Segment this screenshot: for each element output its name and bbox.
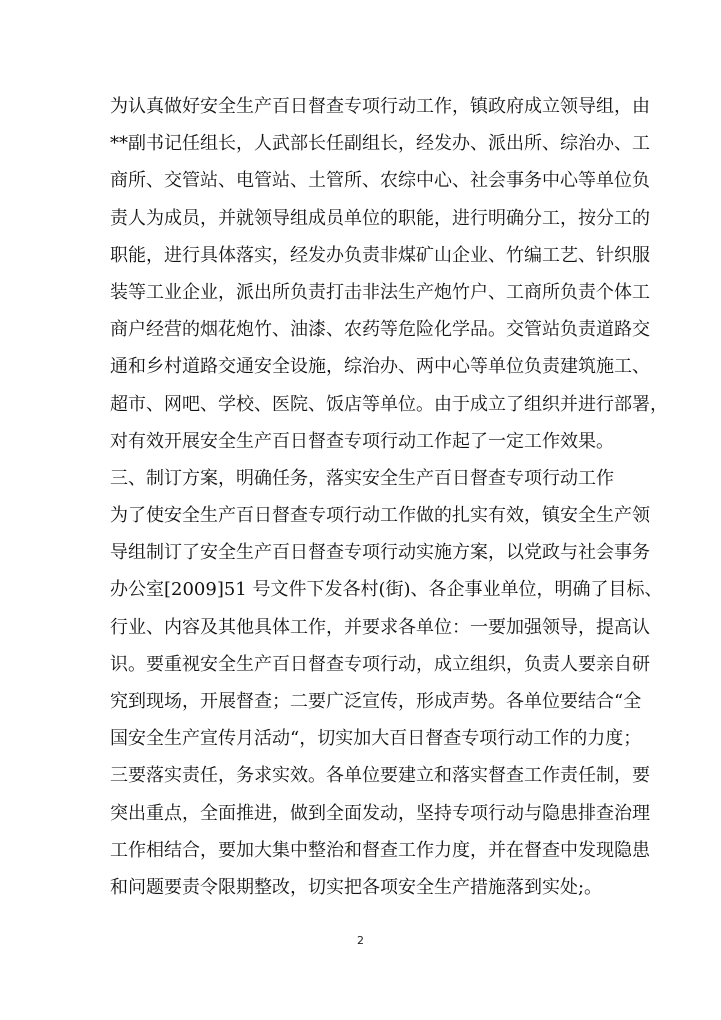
paragraph-line: **副书记任组长，人武部长任副组长，经发办、派出所、综治办、工 [110,133,650,155]
paragraph-line: 导组制订了安全生产百日督查专项行动实施方案，以党政与社会事务 [110,542,650,564]
paragraph-line: 三要落实责任，务求实效。各单位要建立和落实督查工作责任制，要 [110,765,650,787]
paragraph-line: 识。要重视安全生产百日督查专项行动，成立组织，负责人要亲自研 [110,653,650,675]
paragraph-line: 通和乡村道路交通安全设施，综治办、两中心等单位负责建筑施工、 [110,356,650,378]
section-heading: 三、制订方案，明确任务，落实安全生产百日督查专项行动工作 [110,467,614,489]
paragraph-line: 办公室[2009]51 号文件下发各村(街)、各企事业单位，明确了目标、 [110,579,663,601]
paragraph-line: 装等工业企业，派出所负责打击非法生产炮竹户、工商所负责个体工 [110,281,650,303]
paragraph-line: 行业、内容及其他具体工作，并要求各单位：一要加强领导，提高认 [110,616,650,638]
paragraph-line: 和问题要责令限期整改，切实把各项安全生产措施落到实处;。 [110,876,603,898]
paragraph-line: 责人为成员，并就领导组成员单位的职能，进行明确分工，按分工的 [110,207,650,229]
paragraph-line: 商户经营的烟花炮竹、油漆、农药等危险化学品。交管站负责道路交 [110,319,650,341]
page-number: 2 [357,934,364,947]
paragraph-line: 工作相结合，要加大集中整治和督查工作力度，并在督查中发现隐患 [110,839,650,861]
paragraph-line: 突出重点，全面推进，做到全面发动，坚持专项行动与隐患排查治理 [110,802,650,824]
paragraph-line: 究到现场，开展督查；二要广泛宣传，形成声势。各单位要结合“全 [110,691,642,712]
paragraph-line: 为了使安全生产百日督查专项行动工作做的扎实有效，镇安全生产领 [110,505,650,527]
body-text [110,88,668,906]
paragraph-line: 国安全生产宣传月活动“，切实加大百日督查专项行动工作的力度； [110,728,642,750]
paragraph-line: 商所、交管站、电管站、土管所、农综中心、社会事务中心等单位负 [110,170,650,192]
paragraph-line: 职能，进行具体落实，经发办负责非煤矿山企业、竹编工艺、针织服 [110,244,650,266]
paragraph-line: 对有效开展安全生产百日督查专项行动工作起了一定工作效果。 [110,430,614,452]
paragraph-line: 超市、网吧、学校、医院、饭店等单位。由于成立了组织并进行部署， [110,393,668,415]
paragraph-line: 为认真做好安全生产百日督查专项行动工作，镇政府成立领导组，由 [110,96,650,117]
